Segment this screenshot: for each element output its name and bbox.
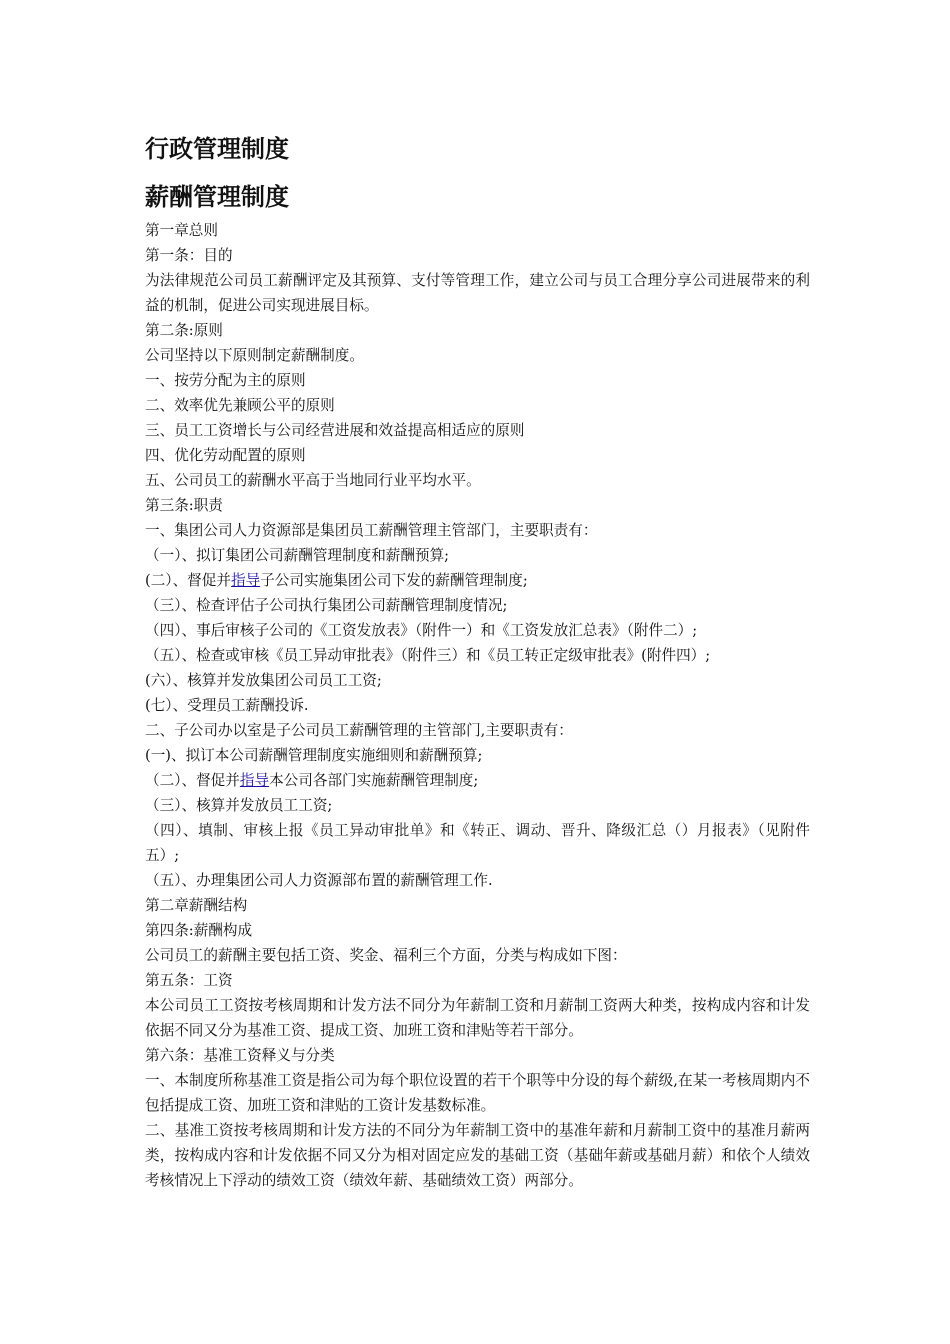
- duty-item: (六）、核算并发放集团公司员工工资;: [145, 672, 382, 689]
- document-page: [145, 128, 810, 1193]
- article-6-item: 二、基准工资按考核周期和计发方法的不同分为年薪制工资中的基准年薪和月薪制工资中的基准月薪两类，按构成内容和计发依据不同又分为相对固定应发的基础工资（基础年薪或基础月薪）和依个人绩效考核情况上下浮动的绩效工资（绩效年薪、基础绩效工资）两部分。: [145, 1122, 810, 1189]
- principle-item: 三、员工工资增长与公司经营进展和效益提高相适应的原则: [145, 422, 525, 439]
- duty-item: （一）、拟订集团公司薪酬管理制度和薪酬预算;: [145, 547, 450, 564]
- duty-item: （四）、填制、审核上报《员工异动审批单》和《转正、调动、晋升、降级汇总（）月报表》（见附件五）;: [145, 822, 810, 864]
- duty-item: (一)、拟订本公司薪酬管理制度实施细则和薪酬预算;: [145, 747, 483, 764]
- article-4-heading: 第四条:薪酬构成: [145, 922, 253, 939]
- duty-section-heading: 一、集团公司人力资源部是集团员工薪酬管理主管部门，主要职责有：: [145, 522, 598, 539]
- chapter-1-heading: 第一章总则: [145, 222, 218, 239]
- document-title: 行政管理制度: [145, 135, 289, 163]
- article-2-heading: 第二条:原则: [145, 322, 223, 339]
- document-subtitle: 薪酬管理制度: [145, 183, 289, 211]
- article-1-heading: 第一条：目的: [145, 247, 233, 264]
- article-1-text: 为法律规范公司员工薪酬评定及其预算、支付等管理工作，建立公司与员工合理分享公司进展带来的利益的机制，促进公司实现进展目标。: [145, 272, 810, 314]
- principle-item: 二、效率优先兼顾公平的原则: [145, 397, 335, 414]
- article-6-item: 一、本制度所称基准工资是指公司为每个职位设置的若干个职等中分设的每个薪级,在某一考核周期内不包括提成工资、加班工资和津贴的工资计发基数标准。: [145, 1072, 810, 1114]
- duty-item: （三）、核算并发放员工工资;: [145, 797, 333, 814]
- duty-item-text: (二）、督促并: [145, 572, 231, 589]
- chapter-2-heading: 第二章薪酬结构: [145, 897, 248, 914]
- duty-item-text: 子公司实施集团公司下发的薪酬管理制度;: [260, 572, 528, 589]
- duty-item: （三）、检查评估子公司执行集团公司薪酬管理制度情况;: [145, 597, 508, 614]
- article-4-text: 公司员工的薪酬主要包括工资、奖金、福利三个方面，分类与构成如下图：: [145, 947, 627, 964]
- document-body: [145, 218, 810, 1193]
- duty-item: [145, 768, 810, 793]
- duty-item: （五）、办理集团公司人力资源部布置的薪酬管理工作.: [145, 872, 493, 889]
- article-5-heading: 第五条：工资: [145, 972, 233, 989]
- duty-item-text: 本公司各部门实施薪酬管理制度;: [269, 772, 479, 789]
- article-5-text: 本公司员工工资按考核周期和计发方法不同分为年薪制工资和月薪制工资两大种类，按构成内容和计发依据不同又分为基准工资、提成工资、加班工资和津贴等若干部分。: [145, 997, 810, 1039]
- duty-item: （四）、事后审核子公司的《工资发放表》（附件一）和《工资发放汇总表》（附件二）;: [145, 622, 698, 639]
- principle-item: 五、公司员工的薪酬水平高于当地同行业平均水平。: [145, 472, 481, 489]
- article-6-heading: 第六条：基准工资释义与分类: [145, 1047, 335, 1064]
- guide-link[interactable]: 指导: [239, 772, 270, 789]
- duty-item: （五）、检查或审核《员工异动审批表》（附件三）和《员工转正定级审批表》(附件四）;: [145, 647, 711, 664]
- article-2-intro: 公司坚持以下原则制定薪酬制度。: [145, 347, 364, 364]
- duty-item-text: （二）、督促并: [145, 772, 240, 789]
- principle-item: 一、按劳分配为主的原则: [145, 372, 306, 389]
- duty-item: [145, 568, 810, 593]
- guide-link[interactable]: 指导: [230, 572, 261, 589]
- duty-item: (七）、受理员工薪酬投诉.: [145, 697, 309, 714]
- principle-item: 四、优化劳动配置的原则: [145, 447, 306, 464]
- duty-section-heading: 二、子公司办以室是子公司员工薪酬管理的主管部门,主要职责有：: [145, 722, 573, 739]
- article-3-heading: 第三条:职责: [145, 497, 223, 514]
